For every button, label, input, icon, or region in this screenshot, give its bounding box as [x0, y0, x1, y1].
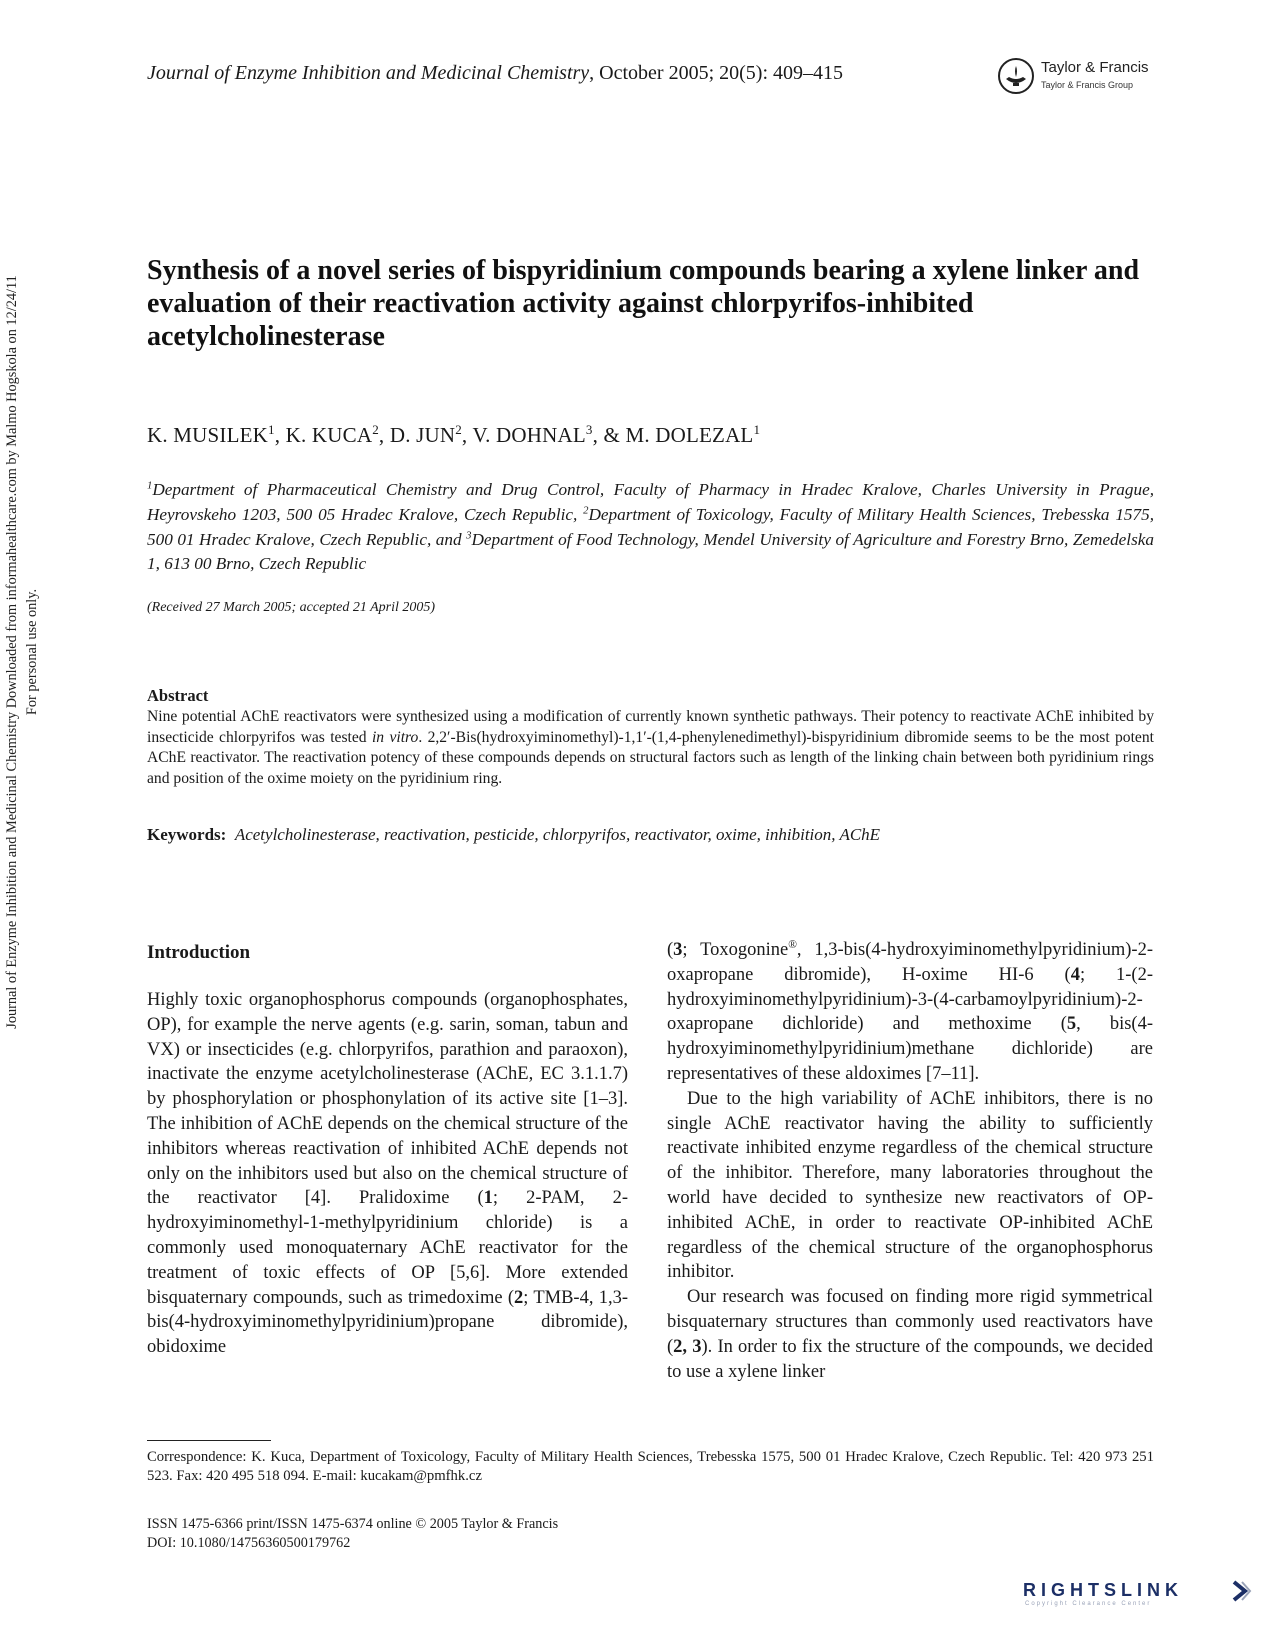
author-name: K. KUCA [285, 423, 373, 447]
body-column-right [667, 938, 1153, 1384]
download-note [2, 39, 72, 1265]
author-affiliation-mark: 3 [585, 422, 593, 437]
author-name: D. JUN [389, 423, 456, 447]
compound-ref: 2 [514, 1287, 524, 1308]
abstract-heading: Abstract [147, 686, 209, 705]
compound-ref: 2, 3 [673, 1336, 702, 1357]
registered-mark: ® [788, 938, 797, 951]
compound-ref: 4 [1070, 964, 1080, 985]
publisher-logo [997, 57, 1157, 97]
affiliation-number: 1 [147, 480, 153, 492]
body-column-left [147, 988, 628, 1360]
publisher-name: Taylor & Francis [1041, 59, 1149, 76]
abstract-part: . 2,2′-Bis(hydroxyiminomethyl)-1,1′-(1,4-phenylenedimethyl)-bispyridinium dibromide seems to be the most potent AChE reactivator. The reactivation potency of these compounds depends on structural factors such as length of the linking chain between both pyridinium rings and position of the oxime moiety on the pyridinium ring. [147, 728, 1154, 787]
affiliations [147, 478, 1154, 577]
journal-name: Journal of Enzyme Inhibition and Medicinal Chemistry [147, 62, 590, 84]
intro-text: ; 2-PAM, 2-hydroxyiminomethyl-1-methylpyridinium chloride) is a commonly used monoquaternary AChE reactivator for the treatment of toxic effects of OP [5,6]. More extended bisquaternary compounds, such as trimedoxime ( [147, 1188, 628, 1308]
author-name: V. DOHNAL [472, 423, 586, 447]
intro-text: ). In order to fix the structure of the compounds, we decided to use a xylene linker [667, 1336, 1154, 1382]
intro-text: ; TMB-4, 1,3-bis(4-hydroxyiminomethylpyridinium)propane dibromide), obidoxime [147, 1287, 629, 1358]
doi-line: DOI: 10.1080/14756360500179762 [147, 1534, 351, 1551]
issn-block [147, 1515, 558, 1552]
rightslink-subtext: Copyright Clearance Center [1025, 1601, 1152, 1607]
author-affiliation-mark: 1 [753, 422, 761, 437]
affiliation-number: 3 [466, 529, 472, 541]
affiliation-text: Department of Pharmaceutical Chemistry and Drug Control, Faculty of Pharmacy in Hradec Kralove, Charles University in Prague, Heyrovskeho 1203, 500 05 Hradec Kralove, Czech Republic, [147, 480, 1154, 524]
rightslink-arrow-icon [1230, 1579, 1252, 1603]
abstract-invitro: in vitro [371, 728, 419, 746]
intro-paragraph: Due to the high variability of AChE inhibitors, there is no single AChE reactivator having the ability to sufficiently reactivate inhibited enzyme regardless of the chemical structure of the inhibitor. Therefore, many laboratories throughout the world have decided to synthesize new reactivators of OP-inhibited AChE, in order to reactivate OP-inhibited AChE regardless of the chemical structure of the organophosphorus inhibitor. [667, 1088, 1153, 1283]
compound-ref: 3 [673, 940, 683, 960]
author-name: M. DOLEZAL [625, 423, 754, 447]
footnote-divider [147, 1440, 271, 1441]
author-separator: , [461, 423, 473, 447]
download-note-line-1: Journal of Enzyme Inhibition and Medicinal Chemistry Downloaded from informahealthcare.com by Malmo Hogskola on 12/24/11 [4, 275, 20, 1029]
author-separator: , [274, 423, 286, 447]
correspondence-footnote: Correspondence: K. Kuca, Department of Toxicology, Faculty of Military Health Sciences, Trebesska 1575, 500 01 Hradec Kralove, Czech Republic. Tel: 420 973 251 523. Fax: 420 495 518 094. E-mail: kucakam@pmfhk.cz [147, 1449, 1154, 1484]
journal-issue: , October 2005; 20(5): 409–415 [589, 62, 844, 84]
author-separator: , & [592, 423, 626, 447]
intro-paragraph [667, 1285, 1153, 1384]
affiliation-text: Department of Toxicology, Faculty of Military Health Sciences, Trebesska 1575, 500 01 Hradec Kralove, Czech Republic, and [147, 504, 1154, 549]
abstract-part: Nine potential AChE reactivators were synthesized using a modification of currently known synthetic pathways. Their potency to reactivate AChE inhibited by insecticide chlorpyrifos was tested [147, 708, 1154, 746]
author-list [147, 423, 760, 448]
compound-ref: 1 [483, 1188, 493, 1209]
article-title: Synthesis of a novel series of bispyridinium compounds bearing a xylene linker and evaluation of their reactivation activity against chlorpyrifos-inhibited acetylcholinesterase [147, 255, 1140, 352]
intro-paragraph [667, 938, 1153, 1087]
intro-text: ; 1-(2-hydroxyiminomethylpyridinium)-3-(4-carbamoylpyridinium)-2-oxapropane dichloride) and methoxime ( [667, 964, 1154, 1035]
affiliation-text: Department of Food Technology, Mendel University of Agriculture and Forestry Brno, Zemedelska 1, 613 00 Brno, Czech Republic [147, 529, 1154, 574]
author-affiliation-mark: 2 [455, 422, 462, 437]
author-separator: , [378, 423, 390, 447]
intro-text: ( [667, 940, 674, 960]
keywords-label: Keywords: [147, 825, 227, 844]
intro-text: Highly toxic organophosphorus compounds (organophosphates, OP), for example the nerve agents (e.g. sarin, soman, tabun and VX) or insecticides (e.g. chlorpyrifos, parathion and paraoxon), inactivate the enzyme acetylcholinesterase (AChE, EC 3.1.1.7) by phosphorylation or phosphonylation of its active site [1–3]. The inhibition of AChE depends on the chemical structure of the inhibitors whereas reactivation of inhibited AChE depends not only on the inhibitors used but also on the chemical structure of the reactivator [4]. Pralidoxime ( [147, 990, 628, 1209]
compound-ref: 5 [1066, 1014, 1077, 1035]
intro-text: , bis(4-hydroxyiminomethylpyridinium)methane dichloride) are representatives of these aldoximes [7–11]. [667, 1014, 1153, 1084]
author-name: K. MUSILEK [147, 423, 268, 447]
intro-paragraph [147, 988, 628, 1360]
received-dates: (Received 27 March 2005; accepted 21 April 2005) [147, 600, 436, 615]
abstract-text [147, 707, 1154, 789]
keywords-text: Acetylcholinesterase, reactivation, pesticide, chlorpyrifos, reactivator, oxime, inhibition, AChE [234, 825, 881, 844]
rightslink-logo [1023, 1580, 1253, 1610]
author-affiliation-mark: 1 [268, 422, 275, 437]
publisher-lamp-icon [997, 57, 1035, 95]
affiliation-number: 2 [583, 505, 589, 517]
issn-line: ISSN 1475-6366 print/ISSN 1475-6374 online © 2005 Taylor & Francis [147, 1516, 559, 1532]
author-affiliation-mark: 2 [372, 422, 379, 437]
keywords [147, 825, 1154, 845]
publisher-group: Taylor & Francis Group [1041, 80, 1134, 90]
intro-text: ; Toxogonine [682, 940, 789, 960]
rightslink-text: RIGHTSLINK [1023, 1580, 1183, 1600]
intro-text: Our research was focused on finding more rigid symmetrical bisquaternary structures than commonly used reactivators have ( [667, 1287, 1153, 1357]
introduction-heading: Introduction [147, 942, 251, 963]
intro-text: , 1,3-bis(4-hydroxyiminomethylpyridinium)-2-oxapropane dibromide), H-oxime HI-6 ( [667, 940, 1153, 985]
journal-header [147, 62, 843, 85]
download-note-line-2: For personal use only. [24, 588, 40, 716]
